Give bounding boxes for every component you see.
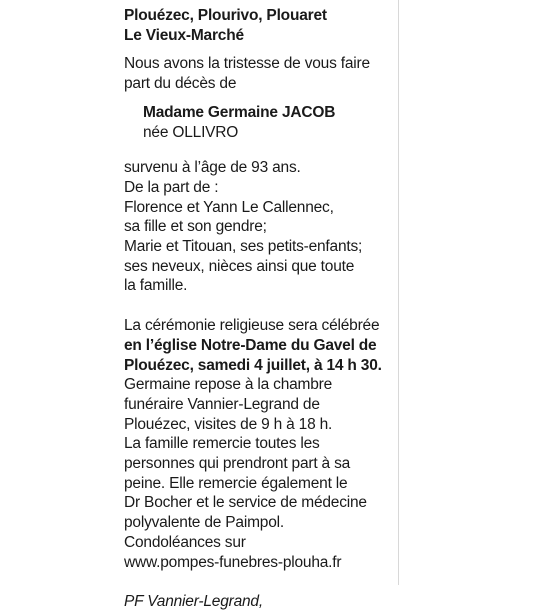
locations-line: Le Vieux-Marché [124,26,244,44]
deceased-maiden-name: née OLLIVRO [143,123,239,141]
family-block [124,158,396,296]
ceremony-line: Condoléances sur [124,533,246,551]
ceremony-line: La famille remercie toutes les [124,435,320,453]
ceremony-line: Dr Bocher et le service de médecine [124,494,367,512]
deceased-name: Madame Germaine JACOB [143,103,336,121]
funeral-home-signature [124,592,396,612]
family-line: la famille. [124,277,188,295]
ceremony-line: peine. Elle remercie également le [124,474,348,492]
obituary-notice [124,6,396,611]
announcement-intro [124,54,396,93]
ceremony-line: personnes qui prendront part à sa [124,455,351,473]
condolences-url: www.pompes-funebres-plouha.fr [124,553,342,571]
family-line: Florence et Yann Le Callennec, [124,198,334,216]
family-line: ses neveux, nièces ainsi que toute [124,257,355,275]
ceremony-line: funéraire Vannier-Legrand de [124,395,320,413]
intro-line: part du décès de [124,75,237,93]
column-divider [398,0,399,585]
ceremony-line: polyvalente de Paimpol. [124,514,284,532]
family-line: survenu à l’âge de 93 ans. [124,159,301,177]
family-line: De la part de : [124,178,219,196]
ceremony-intro-line: La cérémonie religieuse sera célébrée [124,317,380,335]
ceremony-block [124,316,396,572]
locations-line: Plouézec, Plourivo, Plouaret [124,7,327,24]
intro-line: Nous avons la tristesse de vous faire [124,55,370,73]
ceremony-venue-line: en l’église Notre-Dame du Gavel de [124,336,377,354]
family-line: sa fille et son gendre; [124,218,267,236]
ceremony-line: Germaine repose à la chambre [124,376,333,394]
deceased-block [124,103,396,142]
family-line: Marie et Titouan, ses petits-enfants; [124,238,363,256]
signature-line: PF Vannier-Legrand, [124,593,263,611]
locations-header [124,6,396,45]
ceremony-date-line: Plouézec, samedi 4 juillet, à 14 h 30. [124,356,382,374]
ceremony-line: Plouézec, visites de 9 h à 18 h. [124,415,333,433]
